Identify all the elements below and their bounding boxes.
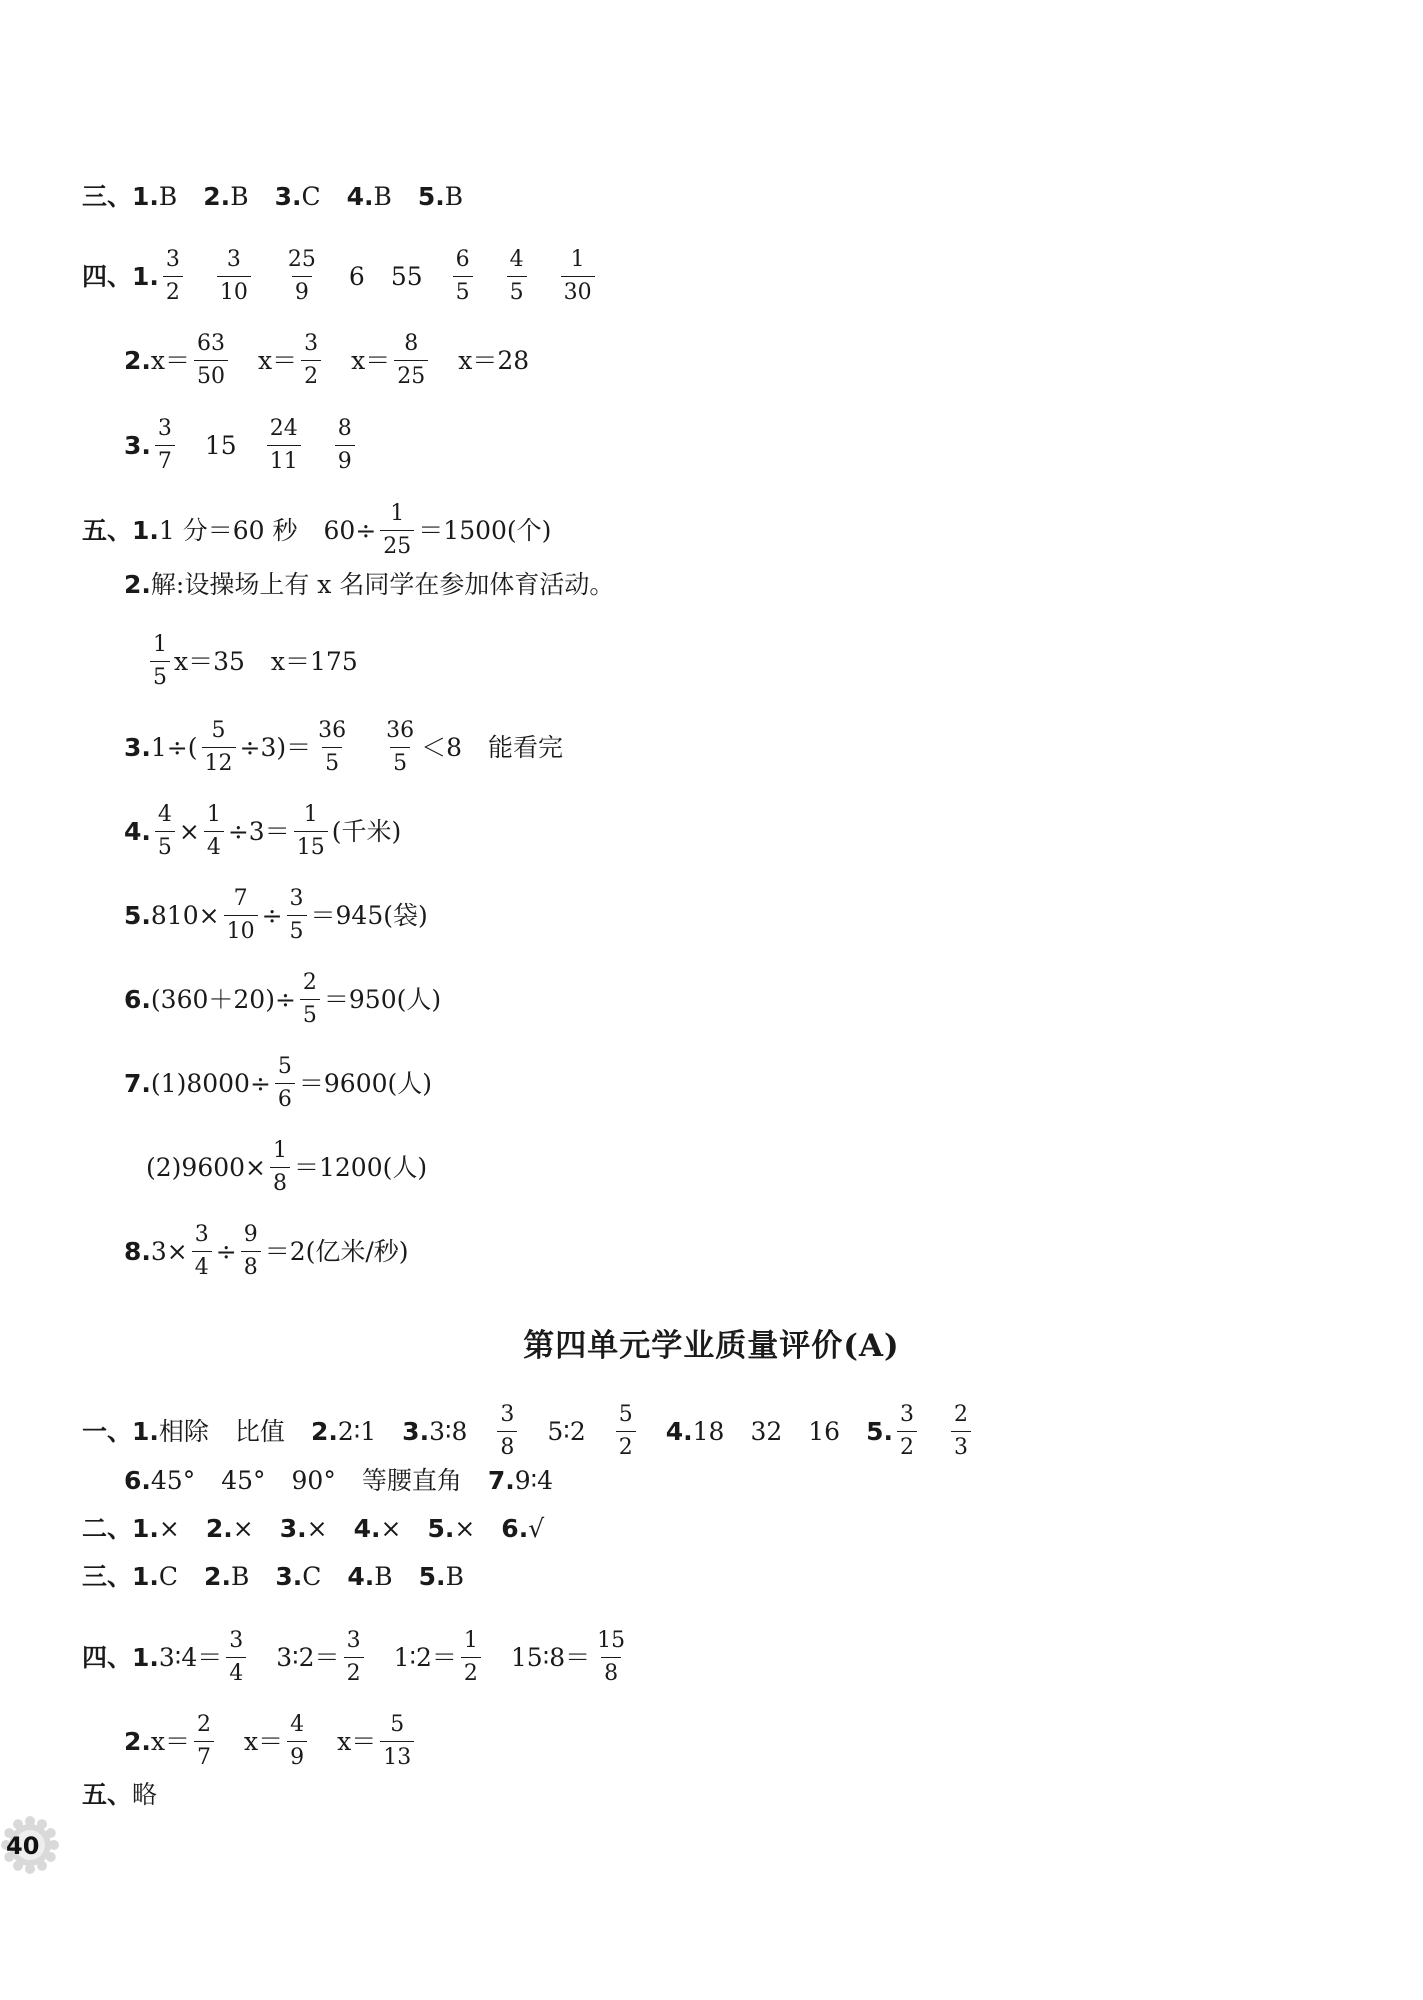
fraction [287, 888, 307, 943]
answer-line [82, 503, 551, 558]
fraction [594, 1630, 628, 1685]
fraction-denominator: 10 [224, 915, 258, 943]
fraction-denominator: 25 [394, 360, 428, 388]
answer-line [146, 1140, 427, 1195]
answer-text: 比值 [234, 1417, 285, 1446]
answer-line [124, 572, 614, 597]
gear-tooth [37, 1861, 47, 1871]
answer-text: ÷3)＝ [239, 733, 312, 762]
answer-line [124, 888, 428, 943]
answer-text: 55 [390, 262, 423, 291]
fraction-denominator: 5 [300, 999, 320, 1027]
fraction-numerator: 5 [390, 1712, 405, 1737]
fraction-numerator: 9 [243, 1222, 258, 1247]
answer-line [124, 333, 529, 388]
answer-text: 1∶2＝ [393, 1643, 457, 1672]
fraction [897, 1404, 917, 1459]
answer-text: 32 [750, 1417, 783, 1446]
answer-line [124, 720, 563, 775]
answer-text: ＝945(袋) [310, 901, 428, 930]
answer-text: × [454, 1514, 476, 1543]
fraction [226, 1630, 246, 1685]
page-number: 40 [6, 1832, 40, 1860]
answer-text: (2)9600× [146, 1153, 266, 1182]
answer-text: × [306, 1514, 328, 1543]
question-number: 3. [275, 1562, 303, 1591]
question-number: 5. [124, 901, 151, 930]
fraction [155, 418, 175, 473]
gear-tooth [46, 1828, 56, 1838]
answer-text: x＝ [150, 346, 191, 375]
fraction-denominator: 7 [194, 1741, 214, 1769]
fraction-denominator: 15 [294, 831, 328, 859]
gear-tooth [25, 1816, 35, 1826]
fraction [224, 888, 258, 943]
fraction [287, 1714, 307, 1769]
answer-text: ＝2(亿米/秒) [264, 1237, 409, 1266]
gear-tooth [49, 1840, 59, 1850]
question-number: 5. [418, 1562, 446, 1591]
fraction-denominator: 2 [616, 1431, 636, 1459]
question-number: 2. [310, 1417, 338, 1446]
answer-text: B [230, 182, 249, 211]
question-number: 3. [279, 1514, 307, 1543]
fraction [275, 1056, 295, 1111]
fraction [507, 249, 527, 304]
answer-line [124, 1714, 418, 1769]
question-number: 3. [124, 431, 151, 460]
answer-text: x＝ [258, 346, 298, 375]
fraction-numerator: 2 [302, 970, 317, 995]
fraction-numerator: 1 [463, 1628, 478, 1653]
fraction-numerator: 3 [289, 886, 304, 911]
answer-text: B [230, 1562, 250, 1591]
fraction-denominator: 5 [322, 747, 342, 775]
answer-line [124, 1056, 432, 1111]
question-number: 五、 [82, 1780, 133, 1809]
fraction-numerator: 1 [390, 501, 405, 526]
answer-text: 45° [221, 1466, 266, 1495]
answer-text: 15 [204, 431, 237, 460]
fraction-denominator: 2 [163, 276, 183, 304]
fraction [202, 720, 236, 775]
answer-text: 45° [150, 1466, 196, 1495]
fraction-denominator: 11 [267, 445, 301, 473]
answer-line [82, 1516, 544, 1541]
fraction [150, 634, 170, 689]
fraction-numerator: 3 [157, 416, 172, 441]
fraction-denominator: 4 [204, 831, 224, 859]
fraction-numerator: 1 [272, 1138, 287, 1163]
fraction-numerator: 63 [197, 331, 226, 356]
fraction-numerator: 15 [597, 1628, 626, 1653]
answer-line [82, 1782, 157, 1807]
fraction-numerator: 1 [206, 802, 221, 827]
answer-text: (千米) [331, 817, 402, 846]
answer-text: x＝28 [458, 346, 530, 375]
fraction [497, 1404, 517, 1459]
fraction-numerator: 3 [229, 1628, 244, 1653]
fraction [194, 333, 228, 388]
answer-text: × [178, 817, 200, 846]
fraction [270, 1140, 290, 1195]
fraction-denominator: 2 [461, 1657, 481, 1685]
answer-text: 1÷( [150, 733, 198, 762]
answer-text: 5∶2 [547, 1417, 586, 1446]
answer-text: x＝ [337, 1727, 377, 1756]
fraction-numerator: 2 [953, 1402, 968, 1427]
gear-tooth [13, 1819, 23, 1829]
fraction-numerator: 3 [165, 247, 180, 272]
answer-text: 2∶1 [337, 1417, 377, 1446]
gear-tooth [25, 1864, 35, 1874]
fraction [267, 418, 301, 473]
fraction-numerator: 36 [318, 718, 347, 743]
question-number: 4. [353, 1514, 381, 1543]
answer-line [82, 1564, 464, 1589]
fraction-denominator: 8 [270, 1167, 290, 1195]
question-number: 五、1. [82, 516, 159, 545]
answer-text: 能看完 [488, 733, 564, 762]
answer-text: ＝950(人) [323, 985, 442, 1014]
answer-line [82, 1630, 632, 1685]
answer-text: 解:设操场上有 x 名同学在参加体育活动。 [150, 570, 615, 599]
question-number: 6. [124, 1466, 151, 1495]
answer-text: 相除 [158, 1417, 209, 1446]
question-number: 4. [347, 1562, 375, 1591]
fraction [301, 333, 321, 388]
fraction [394, 333, 428, 388]
fraction-numerator: 1 [570, 247, 585, 272]
question-number: 2. [204, 1562, 231, 1591]
answer-text: 18 [692, 1417, 725, 1446]
question-number: 4. [124, 817, 151, 846]
answer-text: 15∶8＝ [510, 1643, 591, 1672]
question-number: 2. [124, 570, 151, 599]
fraction [241, 1224, 261, 1279]
answer-text: x＝35 [174, 647, 245, 676]
fraction [204, 804, 224, 859]
fraction-numerator: 4 [157, 802, 172, 827]
question-number: 5. [866, 1417, 893, 1446]
question-number: 3. [274, 182, 302, 211]
question-number: 6. [124, 985, 151, 1014]
question-number: 3. [402, 1417, 430, 1446]
question-number: 四、1. [82, 1643, 159, 1672]
answer-line [82, 184, 463, 209]
fraction-numerator: 3 [304, 331, 319, 356]
answer-line [146, 634, 358, 689]
fraction-denominator: 2 [897, 1431, 917, 1459]
fraction-numerator: 6 [455, 247, 470, 272]
fraction-denominator: 9 [287, 1741, 307, 1769]
answer-text: (360＋20)÷ [150, 985, 296, 1014]
question-number: 6. [501, 1514, 529, 1543]
fraction-denominator: 2 [301, 360, 321, 388]
fraction-numerator: 3 [346, 1628, 361, 1653]
answer-text: 16 [808, 1417, 841, 1446]
fraction-denominator: 10 [217, 276, 251, 304]
fraction-numerator: 3 [500, 1402, 515, 1427]
answer-text: B [444, 182, 464, 211]
fraction-numerator: 25 [287, 247, 316, 272]
answer-text: 略 [132, 1780, 158, 1809]
section-title: 第四单元学业质量评价(A) [523, 1328, 900, 1364]
fraction-denominator: 4 [226, 1657, 246, 1685]
gear-tooth [37, 1819, 47, 1829]
fraction-denominator: 13 [380, 1741, 414, 1769]
answer-text: × [380, 1514, 402, 1543]
fraction-denominator: 9 [335, 445, 355, 473]
fraction [951, 1404, 971, 1459]
fraction-numerator: 1 [303, 802, 318, 827]
fraction [217, 249, 251, 304]
gear-tooth [46, 1852, 56, 1862]
answer-text: 60÷ [323, 516, 377, 545]
question-number: 三、1. [82, 182, 159, 211]
fraction-denominator: 2 [344, 1657, 364, 1685]
fraction-numerator: 4 [509, 247, 524, 272]
fraction-numerator: 24 [269, 416, 298, 441]
fraction [383, 720, 417, 775]
fraction [335, 418, 355, 473]
question-number: 二、1. [82, 1514, 159, 1543]
answer-text: 3× [150, 1237, 188, 1266]
answer-text: x＝ [244, 1727, 284, 1756]
fraction-numerator: 5 [277, 1054, 292, 1079]
question-number: 5. [417, 182, 445, 211]
page-number-badge [0, 1815, 60, 1875]
fraction-denominator: 3 [951, 1431, 971, 1459]
answer-text: B [374, 1562, 393, 1591]
fraction [163, 249, 183, 304]
fraction-denominator: 5 [390, 747, 410, 775]
fraction-denominator: 8 [601, 1657, 621, 1685]
question-number: 8. [124, 1237, 151, 1266]
fraction-denominator: 5 [453, 276, 473, 304]
answer-line [124, 418, 359, 473]
fraction-denominator: 30 [561, 276, 595, 304]
answer-text: C [301, 182, 321, 211]
answer-text: ＝1200(人) [293, 1153, 428, 1182]
answer-text: ＝9600(人) [298, 1069, 433, 1098]
fraction-denominator: 50 [194, 360, 228, 388]
answer-text: 1 分＝60 秒 [158, 516, 298, 545]
question-number: 2. [124, 346, 151, 375]
fraction-denominator: 9 [292, 276, 312, 304]
fraction-denominator: 4 [192, 1251, 212, 1279]
fraction [194, 1714, 214, 1769]
fraction-numerator: 8 [337, 416, 352, 441]
answer-text: 等腰直角 [361, 1466, 462, 1495]
answer-text: √ [528, 1514, 545, 1543]
fraction [616, 1404, 636, 1459]
fraction [285, 249, 319, 304]
question-number: 三、1. [82, 1562, 159, 1591]
fraction-numerator: 5 [211, 718, 226, 743]
answer-line [124, 972, 441, 1027]
answer-text: × [232, 1514, 254, 1543]
answer-text: (1)8000÷ [150, 1069, 271, 1098]
question-number: 一、1. [82, 1417, 159, 1446]
fraction [300, 972, 320, 1027]
answer-text: ÷3＝ [227, 817, 290, 846]
fraction [453, 249, 473, 304]
answer-text: 90° [291, 1466, 336, 1495]
answer-line [82, 1404, 975, 1459]
answer-text: 3∶8 [429, 1417, 468, 1446]
answer-text: x＝ [150, 1727, 191, 1756]
fraction [461, 1630, 481, 1685]
question-number: 2. [124, 1727, 151, 1756]
question-number: 四、1. [82, 262, 159, 291]
answer-text: 9∶4 [514, 1466, 554, 1495]
answer-text: B [373, 182, 392, 211]
question-number: 2. [205, 1514, 233, 1543]
answer-text: C [302, 1562, 322, 1591]
fraction-numerator: 3 [194, 1222, 209, 1247]
answer-text: B [445, 1562, 464, 1591]
fraction-denominator: 8 [497, 1431, 517, 1459]
answer-text: 3∶4＝ [158, 1643, 223, 1672]
fraction-numerator: 3 [226, 247, 241, 272]
question-number: 3. [124, 733, 151, 762]
answer-text: × [158, 1514, 180, 1543]
fraction [380, 1714, 414, 1769]
fraction-denominator: 7 [155, 445, 175, 473]
fraction-denominator: 5 [287, 915, 307, 943]
fraction-numerator: 2 [197, 1712, 212, 1737]
answer-text: x＝175 [270, 647, 358, 676]
answer-text: B [158, 182, 178, 211]
answer-line [124, 1224, 409, 1279]
answer-text: 810× [150, 901, 220, 930]
answer-text: C [158, 1562, 179, 1591]
fraction-numerator: 1 [153, 632, 167, 657]
fraction [561, 249, 595, 304]
fraction-denominator: 5 [507, 276, 527, 304]
answer-line [124, 804, 401, 859]
answer-text: ÷ [215, 1237, 237, 1266]
fraction-denominator: 5 [150, 661, 170, 689]
answer-line [124, 1468, 553, 1493]
answer-text: x＝ [351, 346, 391, 375]
fraction-denominator: 8 [241, 1251, 261, 1279]
answer-text: ＝1500(个) [418, 516, 552, 545]
question-number: 4. [665, 1417, 693, 1446]
answer-text: 3∶2＝ [276, 1643, 340, 1672]
fraction-numerator: 3 [899, 1402, 914, 1427]
fraction-numerator: 8 [404, 331, 419, 356]
question-number: 2. [203, 182, 231, 211]
fraction-numerator: 7 [233, 886, 248, 911]
fraction-numerator: 5 [618, 1402, 633, 1427]
fraction [380, 503, 414, 558]
question-number: 5. [427, 1514, 455, 1543]
fraction [294, 804, 328, 859]
answer-line [82, 249, 599, 304]
fraction [155, 804, 175, 859]
answer-text: 6 [348, 262, 365, 291]
fraction-numerator: 36 [386, 718, 415, 743]
fraction-denominator: 12 [202, 747, 236, 775]
question-number: 7. [124, 1069, 151, 1098]
fraction-numerator: 4 [290, 1712, 305, 1737]
fraction [344, 1630, 364, 1685]
fraction [315, 720, 349, 775]
gear-tooth [13, 1861, 23, 1871]
fraction [192, 1224, 212, 1279]
question-number: 7. [487, 1466, 515, 1495]
answer-text: ＜8 [421, 733, 463, 762]
answer-text: ÷ [261, 901, 283, 930]
fraction-denominator: 25 [380, 530, 414, 558]
fraction-denominator: 6 [275, 1083, 295, 1111]
question-number: 4. [346, 182, 374, 211]
fraction-denominator: 5 [155, 831, 175, 859]
